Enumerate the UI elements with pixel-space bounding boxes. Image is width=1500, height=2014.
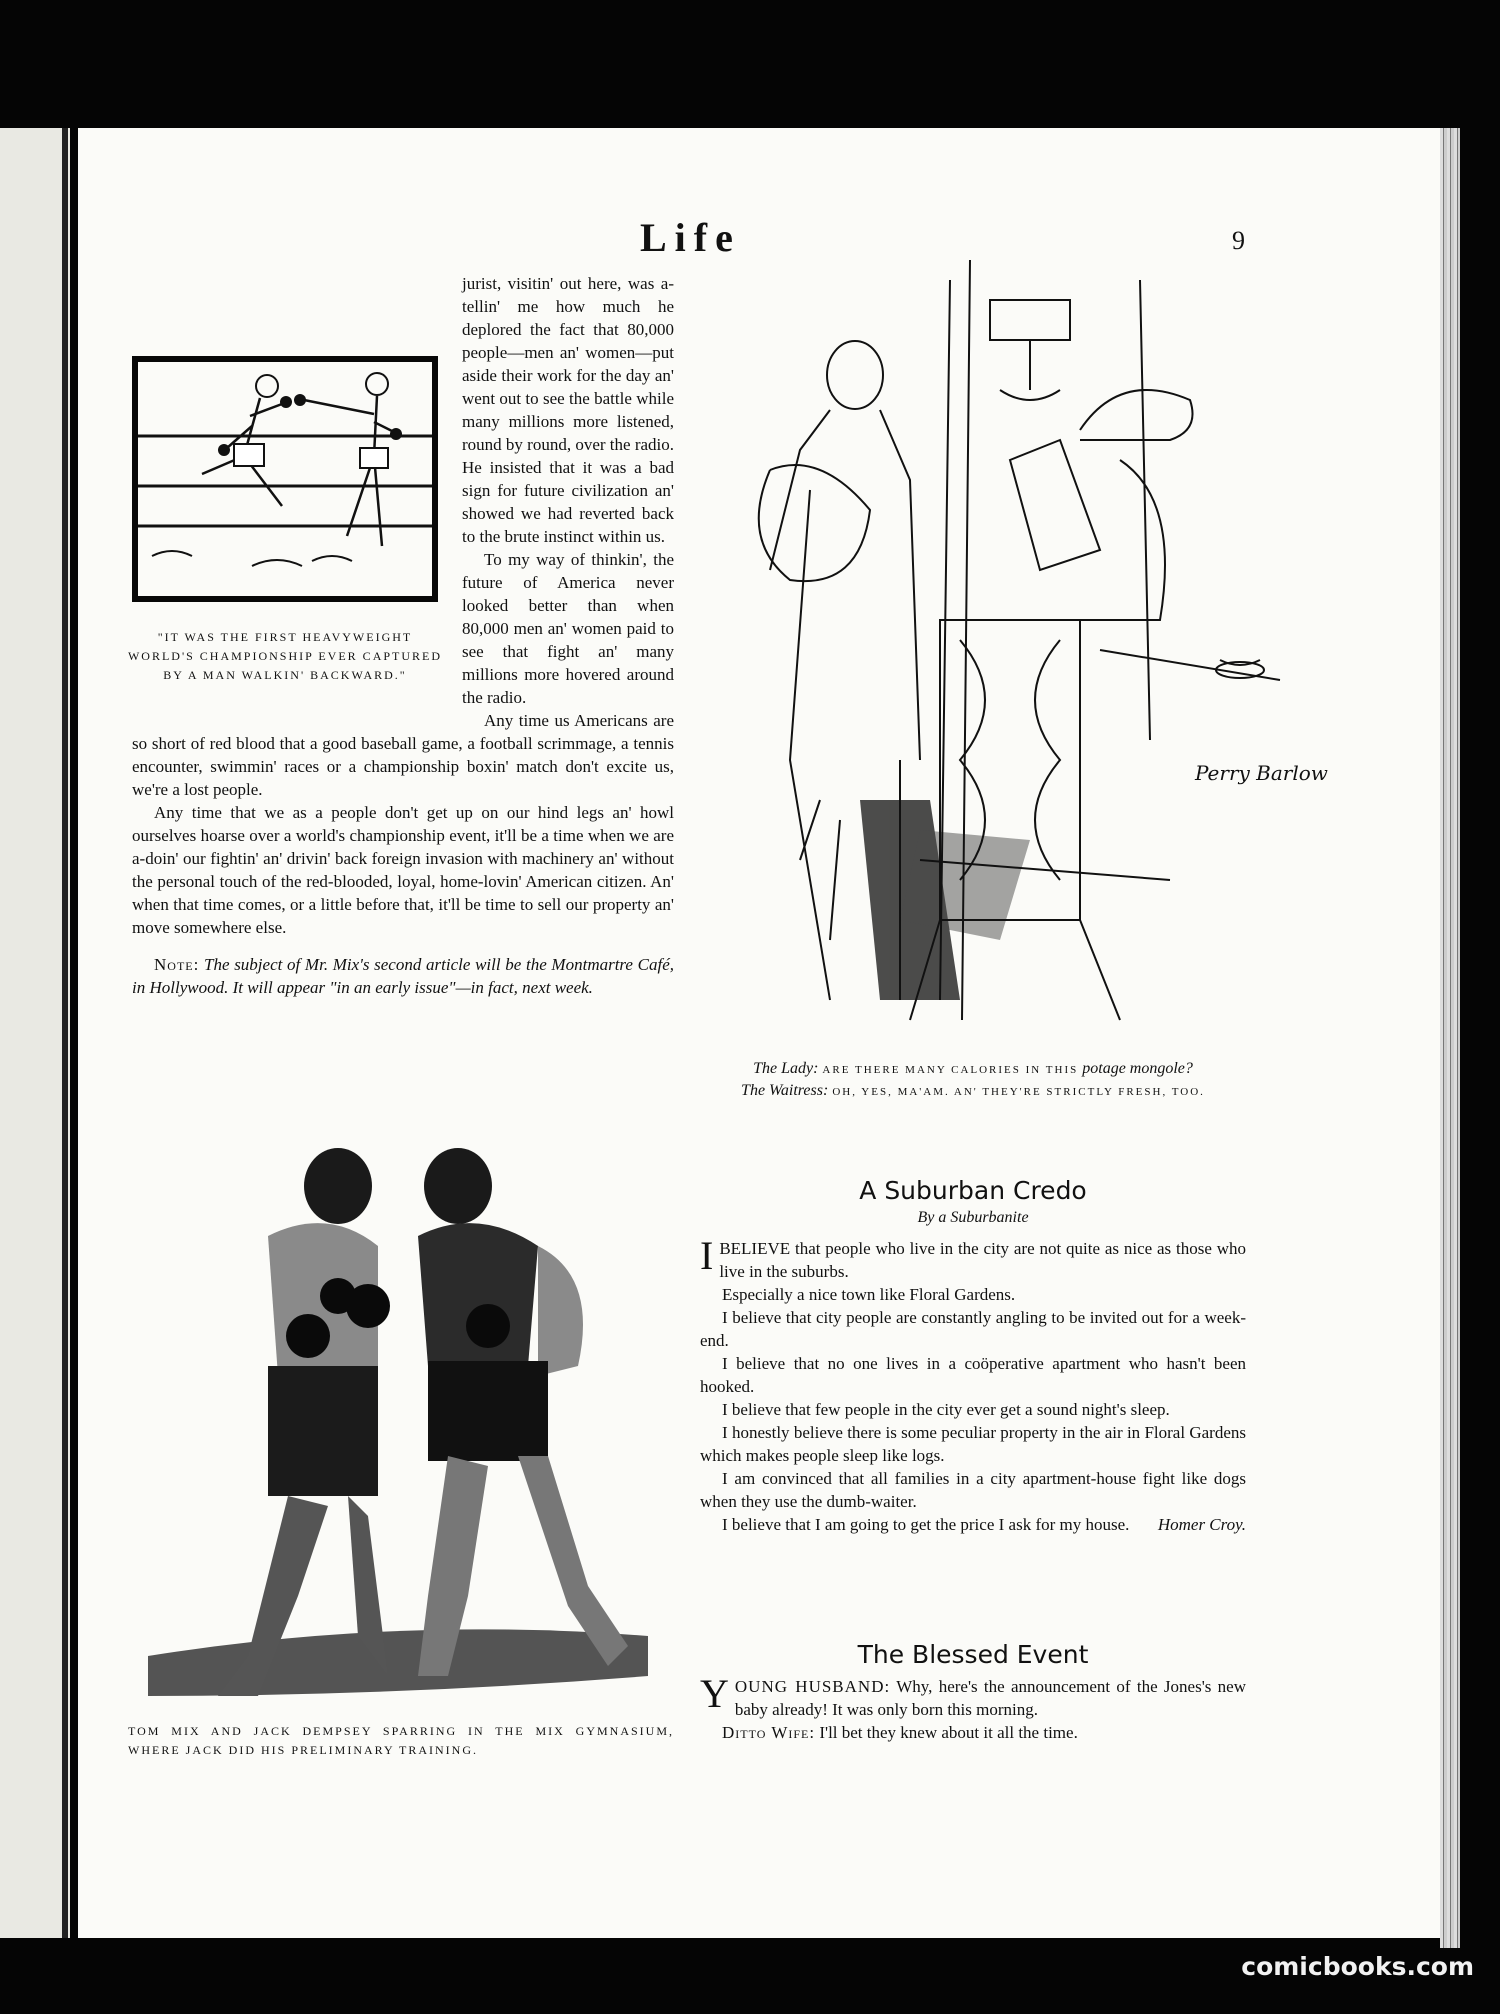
restaurant-sketch-drawing [700,240,1328,1040]
sketch-caption [700,1058,1246,1102]
sketch-caption-waitress-line [700,1080,1246,1102]
suburban-credo [700,1176,1246,1536]
credo-dropcap: I [700,1233,714,1278]
boxing-photo [128,1136,668,1716]
waitress-label: The Waitress: [741,1082,829,1099]
sketch-caption-lady-line [700,1058,1246,1080]
credo-paragraph-2: Especially a nice town like Floral Gardens. [722,1285,1016,1304]
credo-paragraph-3: I believe that city people are constantly angling to be invited out for a week-end. [700,1308,1246,1350]
credo-paragraph-6: I honestly believe there is some peculiar property in the air in Floral Gardens which makes people sleep like logs. [700,1423,1246,1465]
credo-paragraph-7: I am convinced that all families in a city apartment-house fight like dogs when they use the dumb-waiter. [700,1469,1246,1511]
blessed-p2-label: Ditto Wife: [722,1723,816,1742]
article-paragraph-4: Any time that we as a people don't get up on our hind legs an' howl ourselves hoarse over a world's championship event, it'll be a time when we are a-doin' our fightin' an' drivin' back foreign invasion with machinery an' without the personal touch of the red-blooded, loyal, home-lovin' American citizen. An' when that time comes, or a little before that, it'll be time to sell our property an' move somewhere else. [132,803,674,937]
blessed-p1-label: OUNG HUSBAND: [734,1677,891,1696]
masthead: Life [640,215,741,260]
page-gutter [62,128,68,1938]
article-paragraph-2: To my way of thinkin', the future of America never looked better than when 80,000 men an' women paid to see that fight an' many millions more hovered around the radio. [462,550,674,707]
sketch-signature: Perry Barlow [1195,761,1328,785]
restaurant-sketch [700,240,1328,1040]
note-text: The subject of Mr. Mix's second article will be the Montmartre Café, in Hollywood. It will appear "in an early issue"—in fact, next week. [132,955,674,997]
blessed-event [700,1640,1246,1744]
credo-p1-text: BELIEVE that people who live in the city are not quite as nice as those who live in the suburbs. [719,1239,1246,1281]
credo-p8-text: I believe that I am going to get the price I ask for my house. [722,1515,1130,1534]
blessed-paragraph-2 [700,1721,1246,1744]
blessed-p2-text: I'll bet they knew about it all the time. [819,1723,1078,1742]
blessed-paragraph-1 [700,1671,1246,1721]
blessed-p1-text: Why, here's the announcement of the Jones's new baby already! It was only born this morning. [734,1677,1246,1719]
photo-caption: TOM MIX AND JACK DEMPSEY SPARRING IN THE MIX GYMNASIUM, WHERE JACK DID HIS PRELIMINARY TRAINING. [128,1724,674,1757]
credo-paragraph-5: I believe that few people in the city ever get a sound night's sleep. [722,1400,1170,1419]
page-stack-edge [1440,128,1460,1948]
credo-paragraph-1 [700,1233,1246,1283]
credo-paragraph-4: I believe that no one lives in a coöperative apartment who hasn't been hooked. [700,1354,1246,1396]
credo-title: A Suburban Credo [859,1176,1087,1205]
credo-author: Homer Croy. [1157,1515,1246,1534]
waitress-text: OH, YES, MA'AM. AN' THEY'RE STRICTLY FRESH, TOO. [832,1086,1205,1098]
page-number: 9 [1232,226,1245,255]
article-paragraph-3: Any time us Americans are so short of red blood that a good baseball game, a football scrimmage, a tennis encounter, swimmin' races or a championship boxin' match don't excite us, we're a lost people. [132,711,674,799]
credo-paragraph-8 [700,1513,1246,1536]
blessed-title: The Blessed Event [857,1640,1089,1669]
blessed-dropcap: Y [700,1671,729,1716]
lady-text: ARE THERE MANY CALORIES IN THIS [822,1064,1079,1076]
article-paragraph-1: jurist, visitin' out here, was a-tellin' me how much he deplored the fact that 80,000 people—men an' women—put aside their work for the day an' went out to see the battle while many millions more listened, round by round, over the radio. He insisted that it was a bad sign for future civilization an' showed we had reverted back to the brute instinct within us. [462,274,674,546]
lady-italic: potage mongole? [1082,1060,1193,1077]
cartoon-caption: "IT WAS THE FIRST HEAVYWEIGHT WORLD'S CHAMPIONSHIP EVER CAPTURED BY A MAN WALKIN' BACKWARD." [127,630,443,682]
facing-page-edge [0,128,70,1938]
article-note [132,953,674,999]
note-label: Note: [154,955,200,974]
lady-label: The Lady: [753,1060,819,1077]
credo-byline: By a Suburbanite [917,1209,1029,1226]
site-watermark: comicbooks.com [1241,1952,1474,1981]
boxing-photo-image [128,1136,668,1716]
